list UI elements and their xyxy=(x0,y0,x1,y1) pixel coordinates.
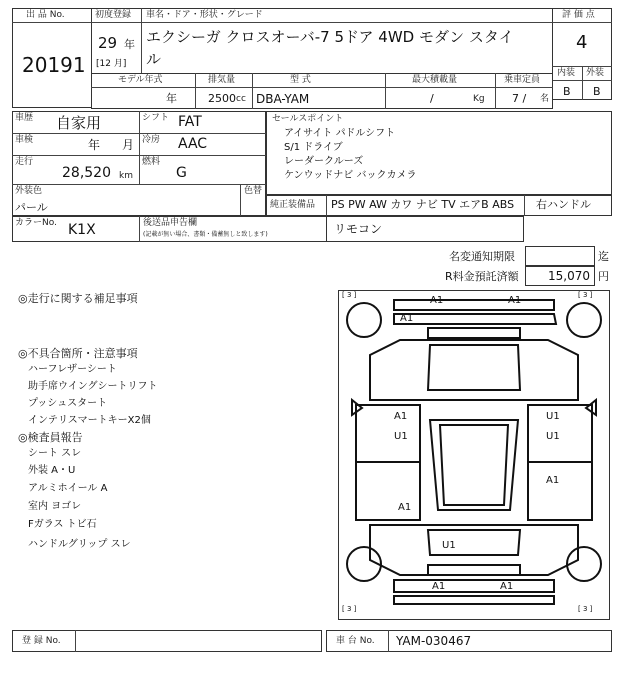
equipment-value: PS PW AW カワ ナビ TV エアB ABS xyxy=(331,198,515,211)
inspector-heading: ◎検査員報告 xyxy=(18,431,83,444)
exterior-label: 外装 xyxy=(586,68,605,78)
windshield-top xyxy=(428,345,520,390)
sales-point-4: ケンウッドナビ バックカメラ xyxy=(284,170,417,181)
displacement-unit: cc xyxy=(236,94,246,104)
ext-color-label: 外装色 xyxy=(15,186,43,196)
wheel-front-right xyxy=(567,303,601,337)
model-code-label: 型 式 xyxy=(290,75,311,85)
interior-label: 内装 xyxy=(557,68,576,78)
sales-point-3: レーダークルーズ xyxy=(284,156,364,167)
color-no-label: カラーNo. xyxy=(15,218,57,228)
fuel-label: 燃料 xyxy=(142,157,161,167)
damage-mark: U1 xyxy=(546,431,560,442)
model-year-unit: 年 xyxy=(166,92,177,105)
recycle-label: R料金預託済額 xyxy=(445,270,519,283)
aircon-label: 冷房 xyxy=(142,135,161,145)
damage-mark: A1 xyxy=(432,581,446,592)
grade-value: 4 xyxy=(576,32,588,53)
fuel-value: G xyxy=(176,165,187,181)
car-name-line2: ル xyxy=(146,50,162,68)
corner-bl: [ 3 ] xyxy=(342,605,357,613)
inspection-label: 車検 xyxy=(15,135,34,145)
corner-tl: [ 3 ] xyxy=(342,291,357,299)
car-desc-label: 車名・ドア・形状・グレード xyxy=(146,10,263,20)
grade-label: 評 価 点 xyxy=(562,10,595,20)
sales-point-2: S/1 ドライブ xyxy=(284,142,343,153)
inspector-item: アルミホイール A xyxy=(28,483,108,494)
front-bumper-lower xyxy=(394,314,556,324)
inspector-item: 室内 ヨゴレ xyxy=(28,501,82,512)
recycle-unit: 円 xyxy=(598,270,609,283)
reg-no-label: 登 録 No. xyxy=(22,636,61,646)
damage-mark: A1 xyxy=(398,502,412,513)
driving-notes-heading: ◎走行に関する補足事項 xyxy=(18,292,138,305)
damage-mark: A1 xyxy=(430,295,444,306)
corner-tr: [ 3 ] xyxy=(578,291,593,299)
first-reg-month: [12 月] xyxy=(96,59,127,69)
damage-mark: A1 xyxy=(508,295,522,306)
max-load-value: / xyxy=(430,92,434,105)
aftermarket-value: リモコン xyxy=(334,222,383,236)
shift-label: シフト xyxy=(142,113,170,123)
grille xyxy=(428,328,520,338)
defect-item: インテリスマートキーX2個 xyxy=(28,415,151,426)
corner-br: [ 3 ] xyxy=(578,605,593,613)
defect-item: 助手席ウイングシートリフト xyxy=(28,381,158,392)
aftermarket-note: (記載が無い場合、書類・備蓄無しと致します) xyxy=(143,231,268,238)
defect-item: ハーフレザーシート xyxy=(28,364,117,375)
mileage-label: 走行 xyxy=(15,157,34,167)
max-load-unit: Kg xyxy=(473,94,485,104)
inspection-year: 年 xyxy=(88,138,101,152)
equipment-label: 純正装備品 xyxy=(270,200,316,210)
sales-point-1: アイサイト パドルシフト xyxy=(284,128,396,139)
aftermarket-label: 後送品申告欄 xyxy=(143,218,198,228)
rear-plate xyxy=(428,565,520,575)
front-bumper xyxy=(394,300,554,310)
damage-mark: U1 xyxy=(442,540,456,551)
history-label: 車歴 xyxy=(15,113,34,123)
chassis-value: YAM-030467 xyxy=(396,634,472,648)
inspector-item: Fガラス トビ石 xyxy=(28,519,97,530)
stock-no-value: 20191 xyxy=(22,53,86,77)
history-value: 自家用 xyxy=(56,114,102,132)
mileage-value: 28,520 xyxy=(62,165,111,181)
model-year-label: モデル年式 xyxy=(118,75,163,85)
capacity-value: 7 / xyxy=(512,92,527,105)
max-load-label: 最大積載量 xyxy=(412,75,458,85)
wheel-front-left xyxy=(347,303,381,337)
steering-value: 右ハンドル xyxy=(536,198,591,211)
inspector-item: ハンドルグリップ スレ xyxy=(28,539,131,550)
color-change-label: 色替 xyxy=(244,186,263,196)
rear-body xyxy=(370,525,578,575)
roof-inner xyxy=(440,425,508,505)
recycle-value: 15,070 xyxy=(548,269,590,283)
interior-grade: B xyxy=(563,85,571,98)
damage-mark: A1 xyxy=(400,313,414,324)
damage-mark: A1 xyxy=(394,411,408,422)
sales-point-label: セールスポイント xyxy=(272,114,344,124)
ext-color-value: パール xyxy=(15,201,48,214)
first-reg-year: 29 xyxy=(98,34,118,52)
inspection-month: 月 xyxy=(122,138,135,152)
color-no-value: K1X xyxy=(68,222,96,238)
damage-mark: A1 xyxy=(546,475,560,486)
deadline-unit: 迄 xyxy=(598,250,609,263)
displacement-label: 排気量 xyxy=(208,75,236,85)
shift-value: FAT xyxy=(178,114,202,130)
rear-bumper xyxy=(394,580,554,592)
inspector-item: シート スレ xyxy=(28,448,82,459)
defect-item: プッシュスタート xyxy=(28,398,108,409)
aircon-value: AAC xyxy=(178,136,208,152)
damage-mark: A1 xyxy=(500,581,514,592)
capacity-unit: 名 xyxy=(540,94,550,104)
first-reg-label: 初度登録 xyxy=(95,10,132,20)
chassis-label: 車 台 No. xyxy=(336,636,375,646)
inspector-item: 外装 A・U xyxy=(28,465,76,476)
car-name-line1: エクシーガ クロスオーバ-7 5ドア 4WD モダン スタイ xyxy=(146,28,514,46)
rear-bumper-lower xyxy=(394,596,554,604)
deadline-label: 名変通知期限 xyxy=(449,250,515,263)
displacement-value: 2500 xyxy=(208,92,236,105)
model-code-value: DBA-YAM xyxy=(256,92,310,106)
capacity-label: 乗車定員 xyxy=(504,75,541,85)
stock-no-label: 出 品 No. xyxy=(26,10,65,20)
exterior-grade: B xyxy=(593,85,601,98)
damage-mark: U1 xyxy=(546,411,560,422)
mileage-unit: km xyxy=(119,171,133,181)
first-reg-year-unit: 年 xyxy=(124,38,135,51)
damage-mark: U1 xyxy=(394,431,408,442)
defects-heading: ◎不具合箇所・注意事項 xyxy=(18,347,138,360)
